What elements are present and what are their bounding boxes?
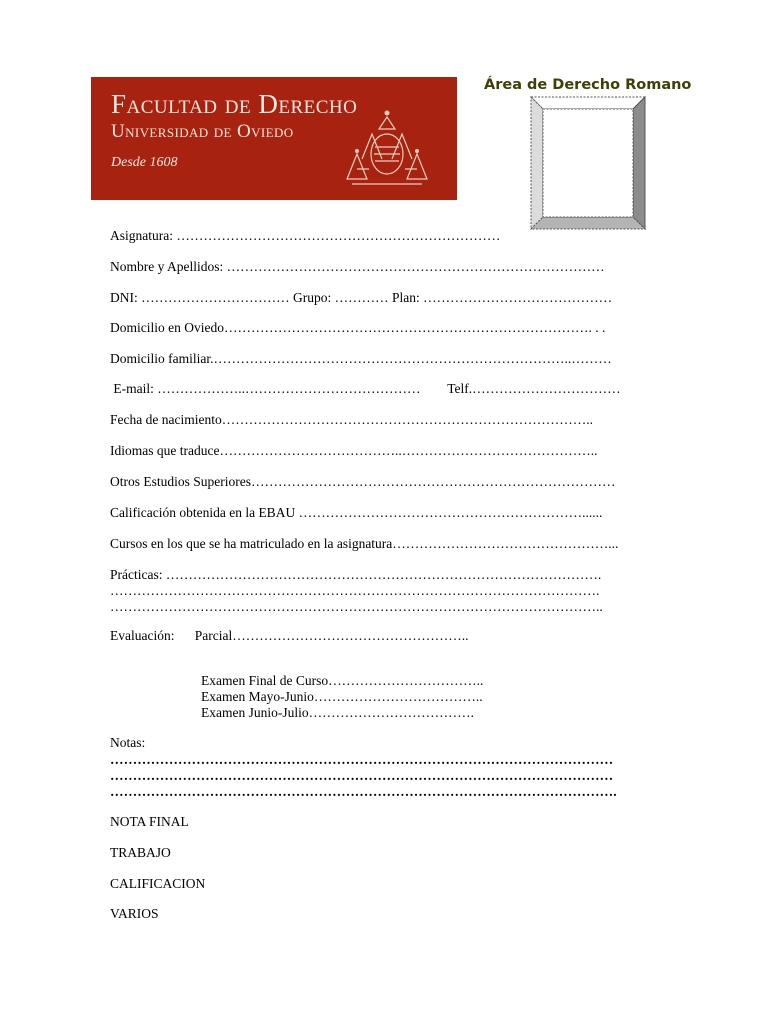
field-cursos-matriculado: Cursos en los que se ha matriculado en la asignatura…………………………………………... — [110, 536, 619, 551]
logo-line-faculty: Facultad de Derecho — [111, 89, 358, 119]
label-calificacion: CALIFICACION — [110, 876, 206, 891]
field-practicas: Prácticas: ……………………………………………………………………………………. — [110, 567, 602, 582]
field-evaluacion-parcial: Evaluación: Parcial…………………………………………….. — [110, 628, 469, 643]
field-practicas-line-2: ………………………………………………………………………………………………. — [110, 583, 600, 598]
faculty-logo — [91, 77, 457, 200]
field-examen-final: Examen Final de Curso…………………………….. — [201, 673, 484, 688]
university-seal-icon — [337, 99, 437, 189]
field-asignatura: Asignatura: ……………………………………………………………… — [110, 228, 501, 243]
field-dni-grupo-plan: DNI: …………………………… Grupo: ………… Plan: …………………………………… — [110, 290, 613, 305]
photo-frame — [529, 95, 649, 233]
notas-line-3: …………………………………………………………………………………………………. — [110, 784, 617, 799]
field-otros-estudios: Otros Estudios Superiores……………………………………………………………………… — [110, 474, 616, 489]
field-calificacion-ebau: Calificación obtenida en la EBAU ………………………………………………………...... — [110, 505, 603, 520]
field-domicilio-familiar: Domicilio familiar.……………………………………………………………………..……… — [110, 351, 612, 366]
field-email-telf: E-mail: ………………..………………………………… Telf.…………………………… — [110, 381, 621, 396]
area-title: Área de Derecho Romano — [484, 77, 692, 93]
notas-label: Notas: — [110, 735, 146, 750]
notas-line-1: ………………………………………………………………………………………………… — [110, 752, 614, 767]
field-fecha-nacimiento: Fecha de nacimiento……………………………………………………………………….. — [110, 412, 593, 427]
field-nombre-apellidos: Nombre y Apellidos: ………………………………………………………………………… — [110, 259, 605, 274]
label-varios: VARIOS — [110, 906, 159, 921]
field-examen-junio-julio: Examen Junio-Julio………………………………. — [201, 705, 474, 720]
field-examen-mayo-junio: Examen Mayo-Junio……………………………….. — [201, 689, 483, 704]
field-domicilio-oviedo: Domicilio en Oviedo………………………………………………………………………. . . — [110, 320, 606, 335]
field-idiomas: Idiomas que traduce…………………………………..…………………………………….. — [110, 443, 598, 458]
notas-line-2: ………………………………………………………………………………………………… — [110, 768, 614, 783]
logo-line-university: Universidad de Oviedo — [111, 121, 294, 142]
logo-line-since: Desde 1608 — [111, 155, 178, 170]
label-trabajo: TRABAJO — [110, 845, 171, 860]
label-nota-final: NOTA FINAL — [110, 814, 189, 829]
field-practicas-line-3: ……………………………………………………………………………………………….. — [110, 599, 603, 614]
